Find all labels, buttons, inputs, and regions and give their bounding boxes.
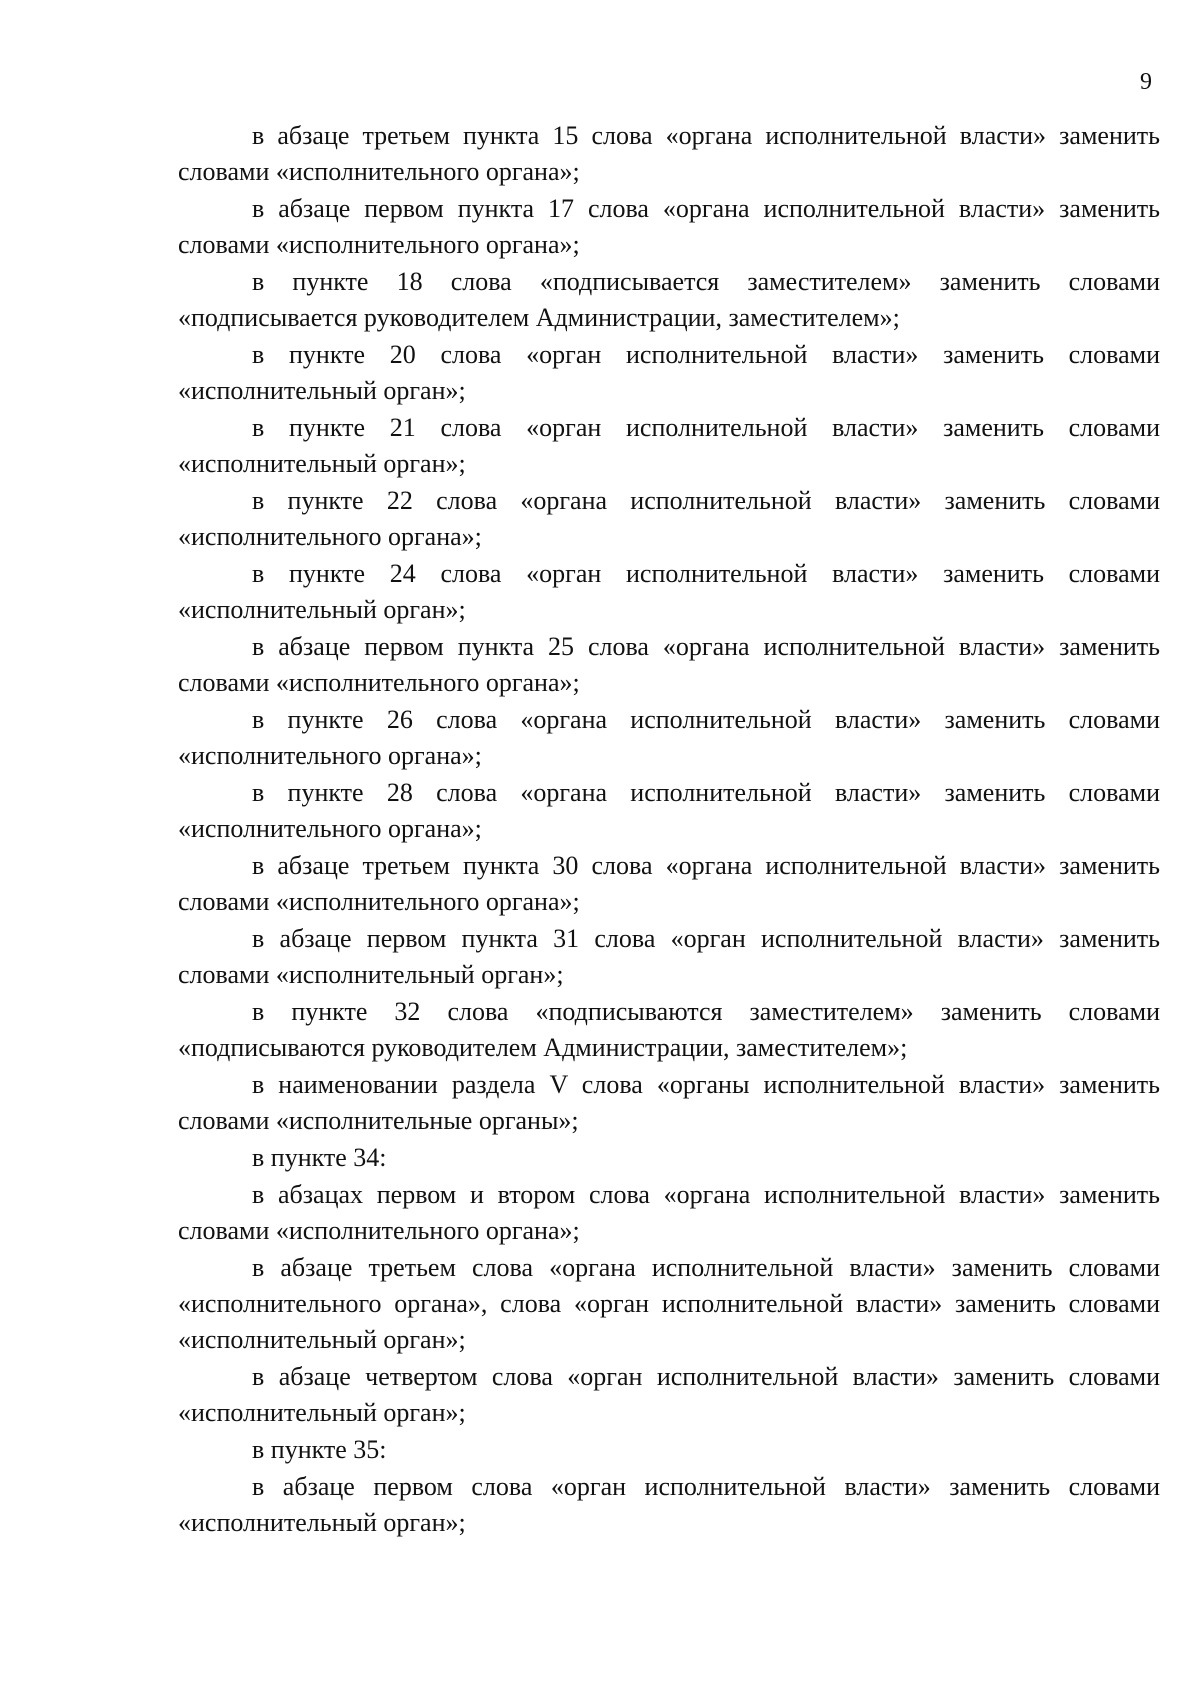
page-number: 9 <box>1140 69 1152 95</box>
paragraph: в наименовании раздела V слова «органы исполнительной власти» заменить словами «исполнительные органы»; <box>178 1070 1160 1135</box>
paragraph: в пункте 18 слова «подписывается заместителем» заменить словами «подписывается руководителем Администрации, заместителем»; <box>178 267 1160 332</box>
paragraph: в абзаце третьем пункта 30 слова «органа исполнительной власти» заменить словами «исполнительного органа»; <box>178 851 1160 916</box>
paragraph: в пункте 21 слова «орган исполнительной власти» заменить словами «исполнительный орган»; <box>178 413 1160 478</box>
paragraph: в пункте 35: <box>252 1435 387 1464</box>
paragraph: в абзаце первом пункта 31 слова «орган исполнительной власти» заменить словами «исполнительный орган»; <box>178 924 1160 989</box>
paragraph: в пункте 28 слова «органа исполнительной власти» заменить словами «исполнительного органа»; <box>178 778 1160 843</box>
paragraph: в абзаце первом пункта 25 слова «органа исполнительной власти» заменить словами «исполнительного органа»; <box>178 632 1160 697</box>
paragraph: в абзаце третьем пункта 15 слова «органа исполнительной власти» заменить словами «исполнительного органа»; <box>178 121 1160 186</box>
paragraph: в пункте 20 слова «орган исполнительной власти» заменить словами «исполнительный орган»; <box>178 340 1160 405</box>
paragraph: в пункте 32 слова «подписываются заместителем» заменить словами «подписываются руководителем Администрации, заместителем»; <box>178 997 1160 1062</box>
document-body <box>178 118 1160 1542</box>
paragraph: в пункте 34: <box>252 1143 387 1172</box>
paragraph: в абзаце первом пункта 17 слова «органа исполнительной власти» заменить словами «исполнительного органа»; <box>178 194 1160 259</box>
paragraph: в пункте 22 слова «органа исполнительной власти» заменить словами «исполнительного органа»; <box>178 486 1160 551</box>
paragraph: в абзацах первом и втором слова «органа исполнительной власти» заменить словами «исполнительного органа»; <box>178 1180 1160 1245</box>
paragraph: в пункте 26 слова «органа исполнительной власти» заменить словами «исполнительного органа»; <box>178 705 1160 770</box>
paragraph: в пункте 24 слова «орган исполнительной власти» заменить словами «исполнительный орган»; <box>178 559 1160 624</box>
paragraph: в абзаце первом слова «орган исполнительной власти» заменить словами «исполнительный орган»; <box>178 1472 1160 1537</box>
paragraph: в абзаце четвертом слова «орган исполнительной власти» заменить словами «исполнительный орган»; <box>178 1362 1160 1427</box>
paragraph: в абзаце третьем слова «органа исполнительной власти» заменить словами «исполнительного органа», слова «орган исполнительной власти» заменить словами «исполнительный орган»; <box>178 1253 1160 1354</box>
